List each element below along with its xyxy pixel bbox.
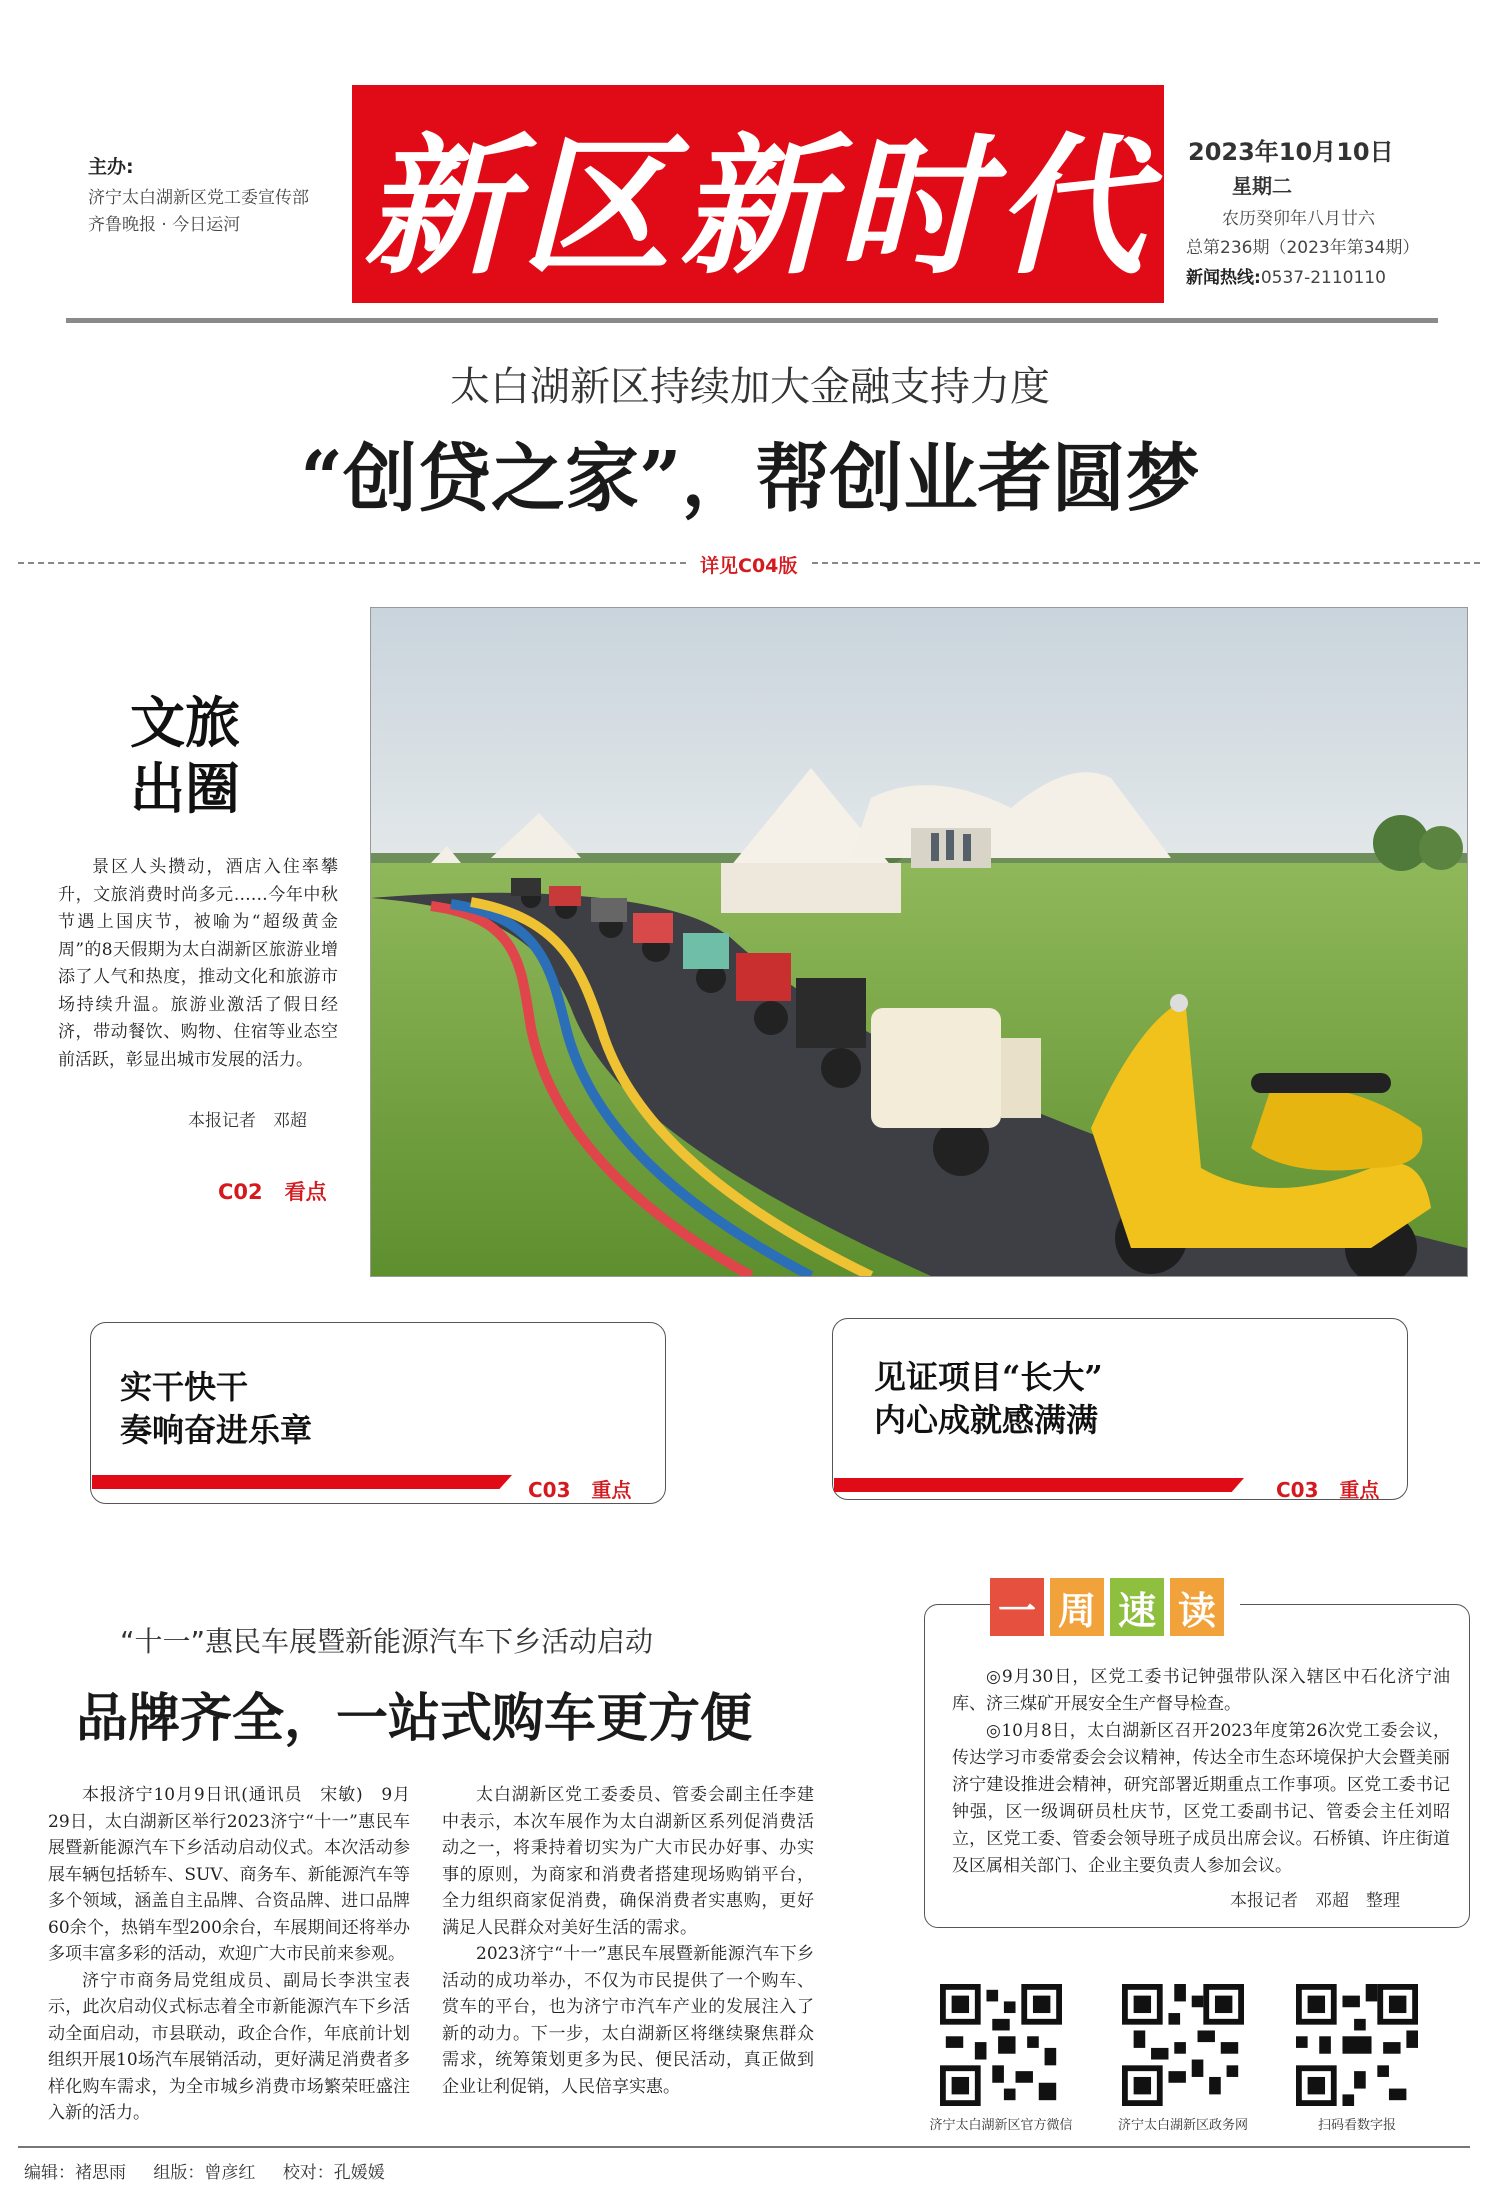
weekly-tag-char-4: 读 (1170, 1578, 1224, 1636)
tourism-page-ref[interactable] (218, 1176, 327, 1206)
tourism-ref-section: 看点 (284, 1180, 327, 1204)
promo-2-ref-section: 重点 (1339, 1478, 1380, 1502)
promo-2-red-bar (834, 1478, 1244, 1492)
weekly-tag-char-3: 速 (1110, 1578, 1164, 1636)
footer-credits (24, 2158, 407, 2183)
footer-layout: 组版：曾彦红 (153, 2163, 256, 2183)
issue-number: 总第236期（2023年第34期） (1186, 238, 1420, 258)
lead-kicker: 太白湖新区持续加大金融支持力度 (450, 364, 1050, 410)
news-hotline (1186, 263, 1386, 288)
qr-label-digital-paper: 扫码看数字报 (1317, 2118, 1396, 2133)
sponsor-line-2: 齐鲁晚报 · 今日运河 (88, 215, 241, 235)
divider-right (812, 562, 1480, 564)
lead-headline[interactable]: “创贷之家”，帮创业者圆梦 (300, 436, 1200, 522)
story2-kicker: “十一”惠民车展暨新能源汽车下乡活动启动 (120, 1625, 654, 1658)
qr-code-icon[interactable] (1296, 1984, 1418, 2106)
promo-2-line-2: 内心成就感满满 (874, 1401, 1099, 1439)
tourism-headline[interactable]: 文旅出圈 (130, 690, 241, 821)
qr-label-wechat: 济宁太白湖新区官方微信 (929, 2118, 1073, 2133)
promo-2-line-1: 见证项目“长大” (874, 1358, 1103, 1396)
promo-1-ref-section: 重点 (591, 1478, 632, 1502)
story2-column-2 (442, 1782, 814, 2100)
masthead-divider (66, 318, 1438, 323)
story2-col2-para-2: 2023济宁“十一”惠民车展暨新能源汽车下乡活动的成功举办，不仅为市民提供了一个购车、赏车的平台，也为济宁市汽车产业的发展注入了新的动力。下一步，太白湖新区将继续聚焦群众需求，统筹策划更多为民、便民活动，真正做到企业让利促销，人民倍享实惠。 (442, 1944, 814, 2097)
promo-2-headline[interactable] (874, 1356, 1103, 1442)
photo-illustration (371, 608, 1467, 1276)
divider-left (18, 562, 686, 564)
sponsor-label: 主办: (88, 156, 134, 178)
story2-col1-para-2: 济宁市商务局党组成员、副局长李洪宝表示，此次启动仪式标志着全市新能源汽车下乡活动全面启动，市县联动，政企合作，年底前计划组织开展10场汽车展销活动，更好满足消费者多样化购车需求，为全市城乡消费市场繁荣旺盛注入新的活力。 (48, 1970, 410, 2123)
qr-code-icon[interactable] (1122, 1984, 1244, 2106)
story2-headline[interactable]: 品牌齐全，一站式购车更方便 (76, 1688, 753, 1749)
footer-proofreader: 校对：孔媛媛 (282, 2163, 385, 2183)
story2-col1-para-1: 本报济宁10月9日讯(通讯员 宋敏) 9月29日，太白湖新区举行2023济宁“十一”惠民车展暨新能源汽车下乡活动启动仪式。本次活动参展车辆包括轿车、SUV、商务车、新能源汽车等多个领域，涵盖自主品牌、合资品牌、进口品牌60余个，热销车型200余台，车展期间还将举办多项丰富多彩的活动，欢迎广大市民前来参观。 (48, 1785, 410, 1964)
lunar-date: 农历癸卯年八月廿六 (1222, 209, 1375, 229)
hotline-number: 0537-2110110 (1260, 268, 1386, 288)
promo-1-page-ref[interactable] (528, 1474, 631, 1503)
masthead-title: 新区新时代 (362, 119, 1153, 295)
tourism-byline: 本报记者 邓超 (188, 1111, 307, 1131)
footer-divider (18, 2146, 1470, 2148)
masthead-logo (352, 85, 1164, 303)
promo-1-line-2: 奏响奋进乐章 (120, 1411, 313, 1449)
promo-1-red-bar (92, 1475, 512, 1489)
tourism-body: 景区人头攒动，酒店入住率攀升，文旅消费时尚多元……今年中秋节遇上国庆节，被喻为“超级黄金周”的8天假期为太白湖新区旅游业增添了人气和热度，推动文化和旅游市场持续升温。旅游业激活了假日经济，带动餐饮、购物、住宿等业态空前活跃，彰显出城市发展的活力。 (58, 857, 338, 1070)
promo-2-ref-page: C03 (1276, 1478, 1319, 1502)
weekly-tag-char-1: 一 (990, 1578, 1044, 1636)
sponsor-line-1: 济宁太白湖新区党工委宣传部 (88, 188, 309, 208)
weekly-item-1: ◎9月30日，区党工委书记钟强带队深入辖区中石化济宁油库、济三煤矿开展安全生产督导检查。 (952, 1667, 1450, 1714)
tourism-ref-page: C02 (218, 1180, 263, 1204)
promo-1-line-1: 实干快干 (120, 1368, 249, 1406)
promo-2-page-ref[interactable] (1276, 1474, 1379, 1503)
scooter-rally-photo (370, 607, 1468, 1277)
footer-editor: 编辑：褚思雨 (24, 2163, 126, 2183)
lead-see-more-link[interactable]: 详见C04版 (700, 555, 798, 577)
promo-1-ref-page: C03 (528, 1478, 571, 1502)
story2-column-1 (48, 1782, 410, 2127)
promo-1-headline[interactable] (120, 1366, 312, 1452)
issue-date: 2023年10月10日 (1188, 138, 1394, 166)
weekly-byline: 本报记者 邓超 整理 (1230, 1891, 1400, 1911)
hotline-label: 新闻热线: (1186, 268, 1261, 288)
weekly-tag-char-2: 周 (1050, 1578, 1104, 1636)
qr-label-gov-site: 济宁太白湖新区政务网 (1117, 2118, 1248, 2133)
weekly-item-2: ◎10月8日，太白湖新区召开2023年度第26次党工委会议，传达学习市委常委会会议精神，传达全市生态环境保护大会暨美丽济宁建设推进会精神，研究部署近期重点工作事项。区党工委书记钟强，区一级调研员杜庆节，区党工委副书记、管委会主任刘昭立，区党工委、管委会领导班子成员出席会议。石桥镇、许庄街道及区属相关部门、企业主要负责人参加会议。 (952, 1721, 1450, 1876)
issue-weekday: 星期二 (1232, 174, 1292, 198)
story2-col2-para-1: 太白湖新区党工委委员、管委会副主任李建中表示，本次车展作为太白湖新区系列促消费活动之一，将秉持着切实为广大市民办好事、办实事的原则，为商家和消费者搭建现场购销平台，全力组织商家促消费，确保消费者实惠购，更好满足人民群众对美好生活的需求。 (442, 1785, 814, 1938)
weekly-digest-body (952, 1664, 1450, 1880)
qr-code-icon[interactable] (940, 1984, 1062, 2106)
